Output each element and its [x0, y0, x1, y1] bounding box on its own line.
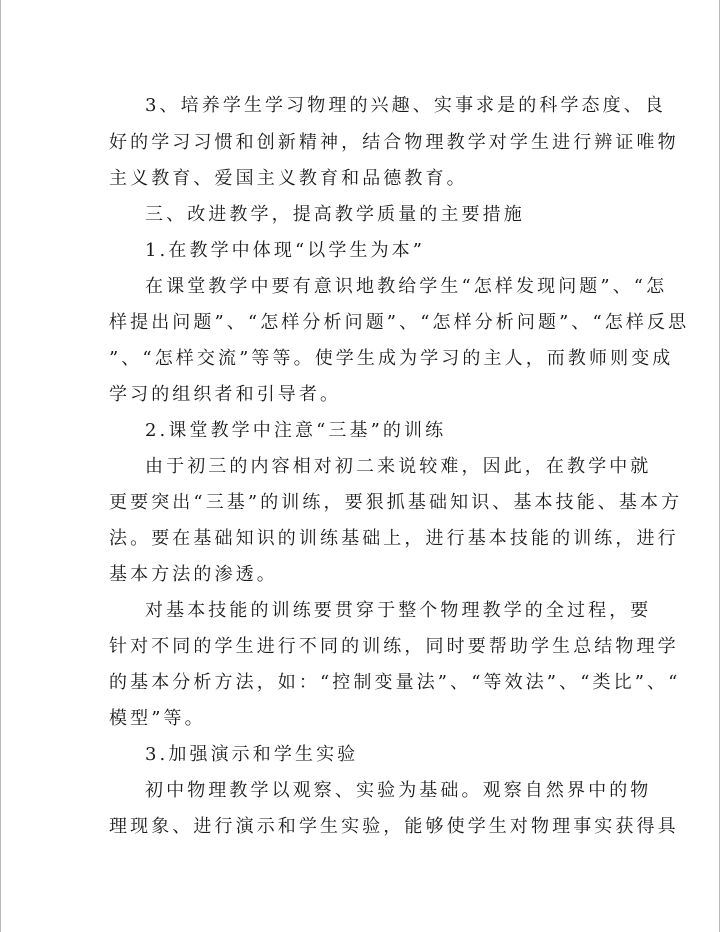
subsection-heading: 3.加强演示和学生实验 [145, 744, 359, 765]
paragraph-line: 样提出问题”、“怎样分析问题”、“怎样分析问题”、“怎样反思 [109, 312, 690, 333]
paragraph-line: 主义教育、爱国主义教育和品德教育。 [109, 168, 468, 189]
paragraph-line: 3、培养学生学习物理的兴趣、实事求是的科学态度、良 [145, 95, 666, 116]
paragraph-line: 学习的组织者和引导者。 [109, 384, 342, 405]
paragraph-line: 法。要在基础知识的训练基础上，进行基本技能的训练，进行 [109, 528, 679, 549]
paragraph-line: ”、“怎样交流”等等。使学生成为学习的主人，而教师则变成 [109, 348, 674, 369]
paragraph-line: 更要突出“三基”的训练，要狠抓基础知识、基本技能、基本方 [109, 492, 683, 513]
paragraph-line: 对基本技能的训练要贯穿于整个物理教学的全过程，要 [145, 600, 652, 621]
subsection-heading: 2.课堂教学中注意“三基”的训练 [145, 420, 447, 441]
subsection-heading: 1.在教学中体现“以学生为本” [145, 240, 426, 261]
paragraph-line: 的基本分析方法，如：“控制变量法”、“等效法”、“类比”、“ [109, 672, 681, 693]
paragraph-line: 初中物理教学以观察、实验为基础。观察自然界中的物 [145, 780, 652, 801]
paragraph-line: 在课堂教学中要有意识地教给学生“怎样发现问题”、“怎 [145, 276, 668, 297]
paragraph-line: 好的学习习惯和创新精神，结合物理教学对学生进行辨证唯物 [109, 132, 679, 153]
paragraph-line: 理现象、进行演示和学生实验，能够使学生对物理事实获得具 [109, 816, 679, 837]
paragraph-line: 模型”等。 [109, 708, 206, 729]
paragraph-line: 针对不同的学生进行不同的训练，同时要帮助学生总结物理学 [109, 636, 679, 657]
paragraph-line: 基本方法的渗透。 [109, 564, 278, 585]
paragraph-line: 由于初三的内容相对初二来说较难，因此，在教学中就 [145, 456, 652, 477]
section-heading: 三、改进教学，提高教学质量的主要措施 [145, 204, 525, 225]
